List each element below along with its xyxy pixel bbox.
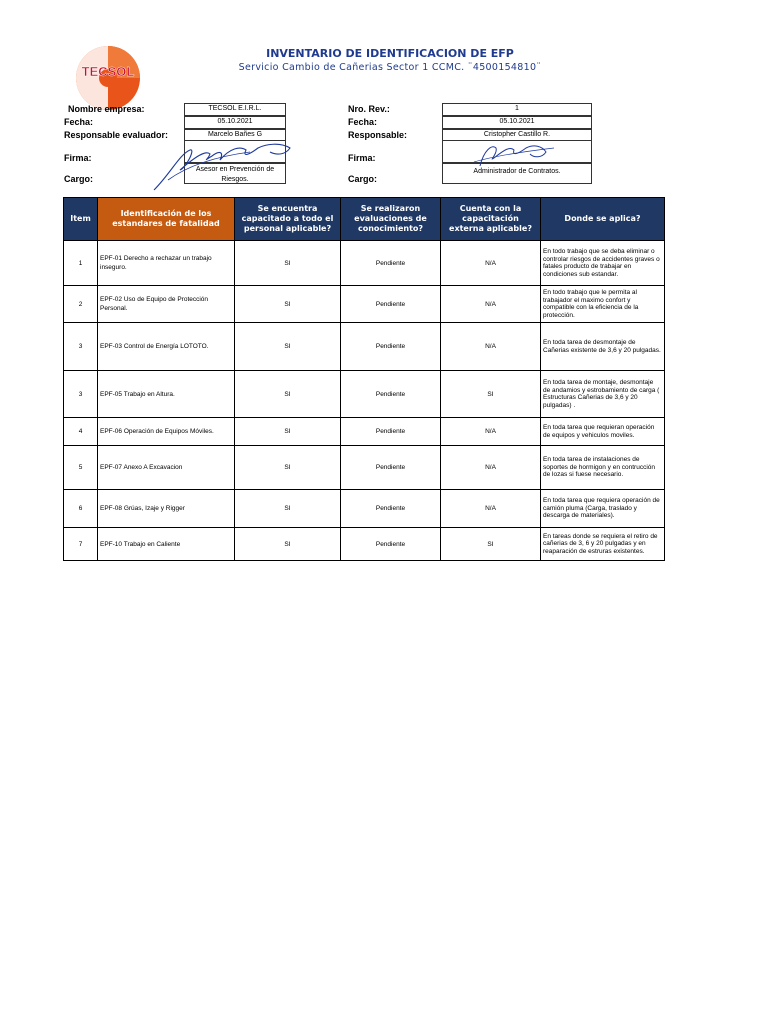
- cell-item: 2: [64, 286, 98, 323]
- cell-trained: SI: [235, 490, 341, 528]
- header-external: Cuenta con la capacitación externa aplicable?: [441, 198, 541, 241]
- cell-trained: SI: [235, 418, 341, 446]
- cell-standard: EPF-03 Control de Energía LOTOTO.: [98, 323, 235, 371]
- efp-table: [63, 197, 665, 561]
- cell-external: N/A: [441, 490, 541, 528]
- header-trained: Se encuentra capacitado a todo el personal aplicable?: [235, 198, 341, 241]
- cell-where: En todo trabajo que le permita al trabajador el maximo confort y compatible con la eficiencia de la protección.: [541, 286, 665, 323]
- cell-standard: EPF-08 Grúas, Izaje y Rigger: [98, 490, 235, 528]
- cell-item: 6: [64, 490, 98, 528]
- cell-evaluations: Pendiente: [341, 446, 441, 490]
- role-value-right: Administrador de Contratos.: [442, 163, 592, 184]
- role-value-left: Asesor en Prevención de Riesgos.: [184, 163, 286, 184]
- header-standard: Identificación de los estandares de fatalidad: [98, 198, 235, 241]
- table-row: [64, 446, 665, 490]
- cell-trained: SI: [235, 286, 341, 323]
- rev-value: 1: [442, 103, 592, 116]
- date-label-right: Fecha:: [348, 117, 378, 127]
- cell-trained: SI: [235, 446, 341, 490]
- evaluator-value: Marcelo Bañes G: [184, 129, 286, 141]
- cell-external: N/A: [441, 446, 541, 490]
- cell-evaluations: Pendiente: [341, 286, 441, 323]
- signature-label-left: Firma:: [64, 153, 92, 163]
- rev-label: Nro. Rev.:: [348, 104, 390, 114]
- page-title: INVENTARIO DE IDENTIFICACION DE EFP: [266, 47, 514, 60]
- cell-item: 5: [64, 446, 98, 490]
- cell-standard: EPF-02 Uso de Equipo de Protección Personal.: [98, 286, 235, 323]
- cell-where: En toda tarea que requiera operación de camión pluma (Carga, traslado y descarga de materiales).: [541, 490, 665, 528]
- header-item: Item: [64, 198, 98, 241]
- cell-evaluations: Pendiente: [341, 490, 441, 528]
- table-row: [64, 490, 665, 528]
- evaluator-label: Responsable evaluador:: [64, 130, 169, 140]
- cell-external: N/A: [441, 286, 541, 323]
- table-row: [64, 418, 665, 446]
- cell-standard: EPF-10 Trabajo en Caliente: [98, 528, 235, 561]
- table-row: [64, 528, 665, 561]
- table-header-row: [64, 198, 665, 241]
- signature-label-right: Firma:: [348, 153, 376, 163]
- table-row: [64, 241, 665, 286]
- cell-item: 1: [64, 241, 98, 286]
- cell-external: SI: [441, 528, 541, 561]
- cell-item: 3: [64, 371, 98, 418]
- cell-external: SI: [441, 371, 541, 418]
- cell-where: En todo trabajo que se deba eliminar o controlar riesgos de accidentes graves o fatales producto de trabajar en condiciones sub estandar.: [541, 241, 665, 286]
- company-label: Nombre empresa:: [68, 104, 145, 114]
- cell-external: N/A: [441, 241, 541, 286]
- cell-evaluations: Pendiente: [341, 528, 441, 561]
- cell-evaluations: Pendiente: [341, 241, 441, 286]
- table-row: [64, 371, 665, 418]
- cell-where: En toda tarea que requieran operación de equipos y vehiculos moviles.: [541, 418, 665, 446]
- cell-evaluations: Pendiente: [341, 418, 441, 446]
- header-evaluations: Se realizaron evaluaciones de conocimiento?: [341, 198, 441, 241]
- logo-text: TECSOL: [81, 64, 135, 79]
- cell-item: 7: [64, 528, 98, 561]
- date-value-left: 05.10.2021: [184, 116, 286, 129]
- cell-evaluations: Pendiente: [341, 323, 441, 371]
- cell-trained: SI: [235, 371, 341, 418]
- signature-right: [470, 136, 560, 172]
- date-value-right: 05.10.2021: [442, 116, 592, 129]
- role-label-left: Cargo:: [64, 174, 93, 184]
- cell-trained: SI: [235, 323, 341, 371]
- cell-standard: EPF-05 Trabajo en Altura.: [98, 371, 235, 418]
- tecsol-logo: [74, 44, 142, 112]
- cell-standard: EPF-06 Operación de Equipos Móviles.: [98, 418, 235, 446]
- cell-where: En toda tarea de desmontaje de Cañerias existente de 3,6 y 20 pulgadas.: [541, 323, 665, 371]
- table-row: [64, 286, 665, 323]
- table-row: [64, 323, 665, 371]
- cell-where: En toda tarea de instalaciones de soportes de hormigon y en contrucción de lozas si fuese necesario.: [541, 446, 665, 490]
- cell-item: 4: [64, 418, 98, 446]
- cell-standard: EPF-07 Anexo A Excavacion: [98, 446, 235, 490]
- role-label-right: Cargo:: [348, 174, 377, 184]
- responsible-value: Cristopher Castillo R.: [442, 129, 592, 141]
- cell-external: N/A: [441, 323, 541, 371]
- cell-trained: SI: [235, 528, 341, 561]
- cell-trained: SI: [235, 241, 341, 286]
- cell-external: N/A: [441, 418, 541, 446]
- date-label-left: Fecha:: [64, 117, 94, 127]
- signature-left: [150, 134, 300, 194]
- company-value: TECSOL E.I.R.L.: [184, 103, 286, 116]
- cell-item: 3: [64, 323, 98, 371]
- cell-standard: EPF-01 Derecho a rechazar un trabajo inseguro.: [98, 241, 235, 286]
- page-subtitle: Servicio Cambio de Cañerias Sector 1 CCMC. ¨4500154810¨: [238, 62, 542, 73]
- cell-evaluations: Pendiente: [341, 371, 441, 418]
- header-where: Donde se aplica?: [541, 198, 665, 241]
- responsible-label: Responsable:: [348, 130, 408, 140]
- cell-where: En tareas donde se requiera el retiro de cañerias de 3, 6 y 20 pulgadas y en reaparación de estruras existentes.: [541, 528, 665, 561]
- cell-where: En toda tarea de montaje, desmontaje de andamios y estrobamiento de carga ( Estructuras Cañerias de 3,6 y 20 pulgadas) .: [541, 371, 665, 418]
